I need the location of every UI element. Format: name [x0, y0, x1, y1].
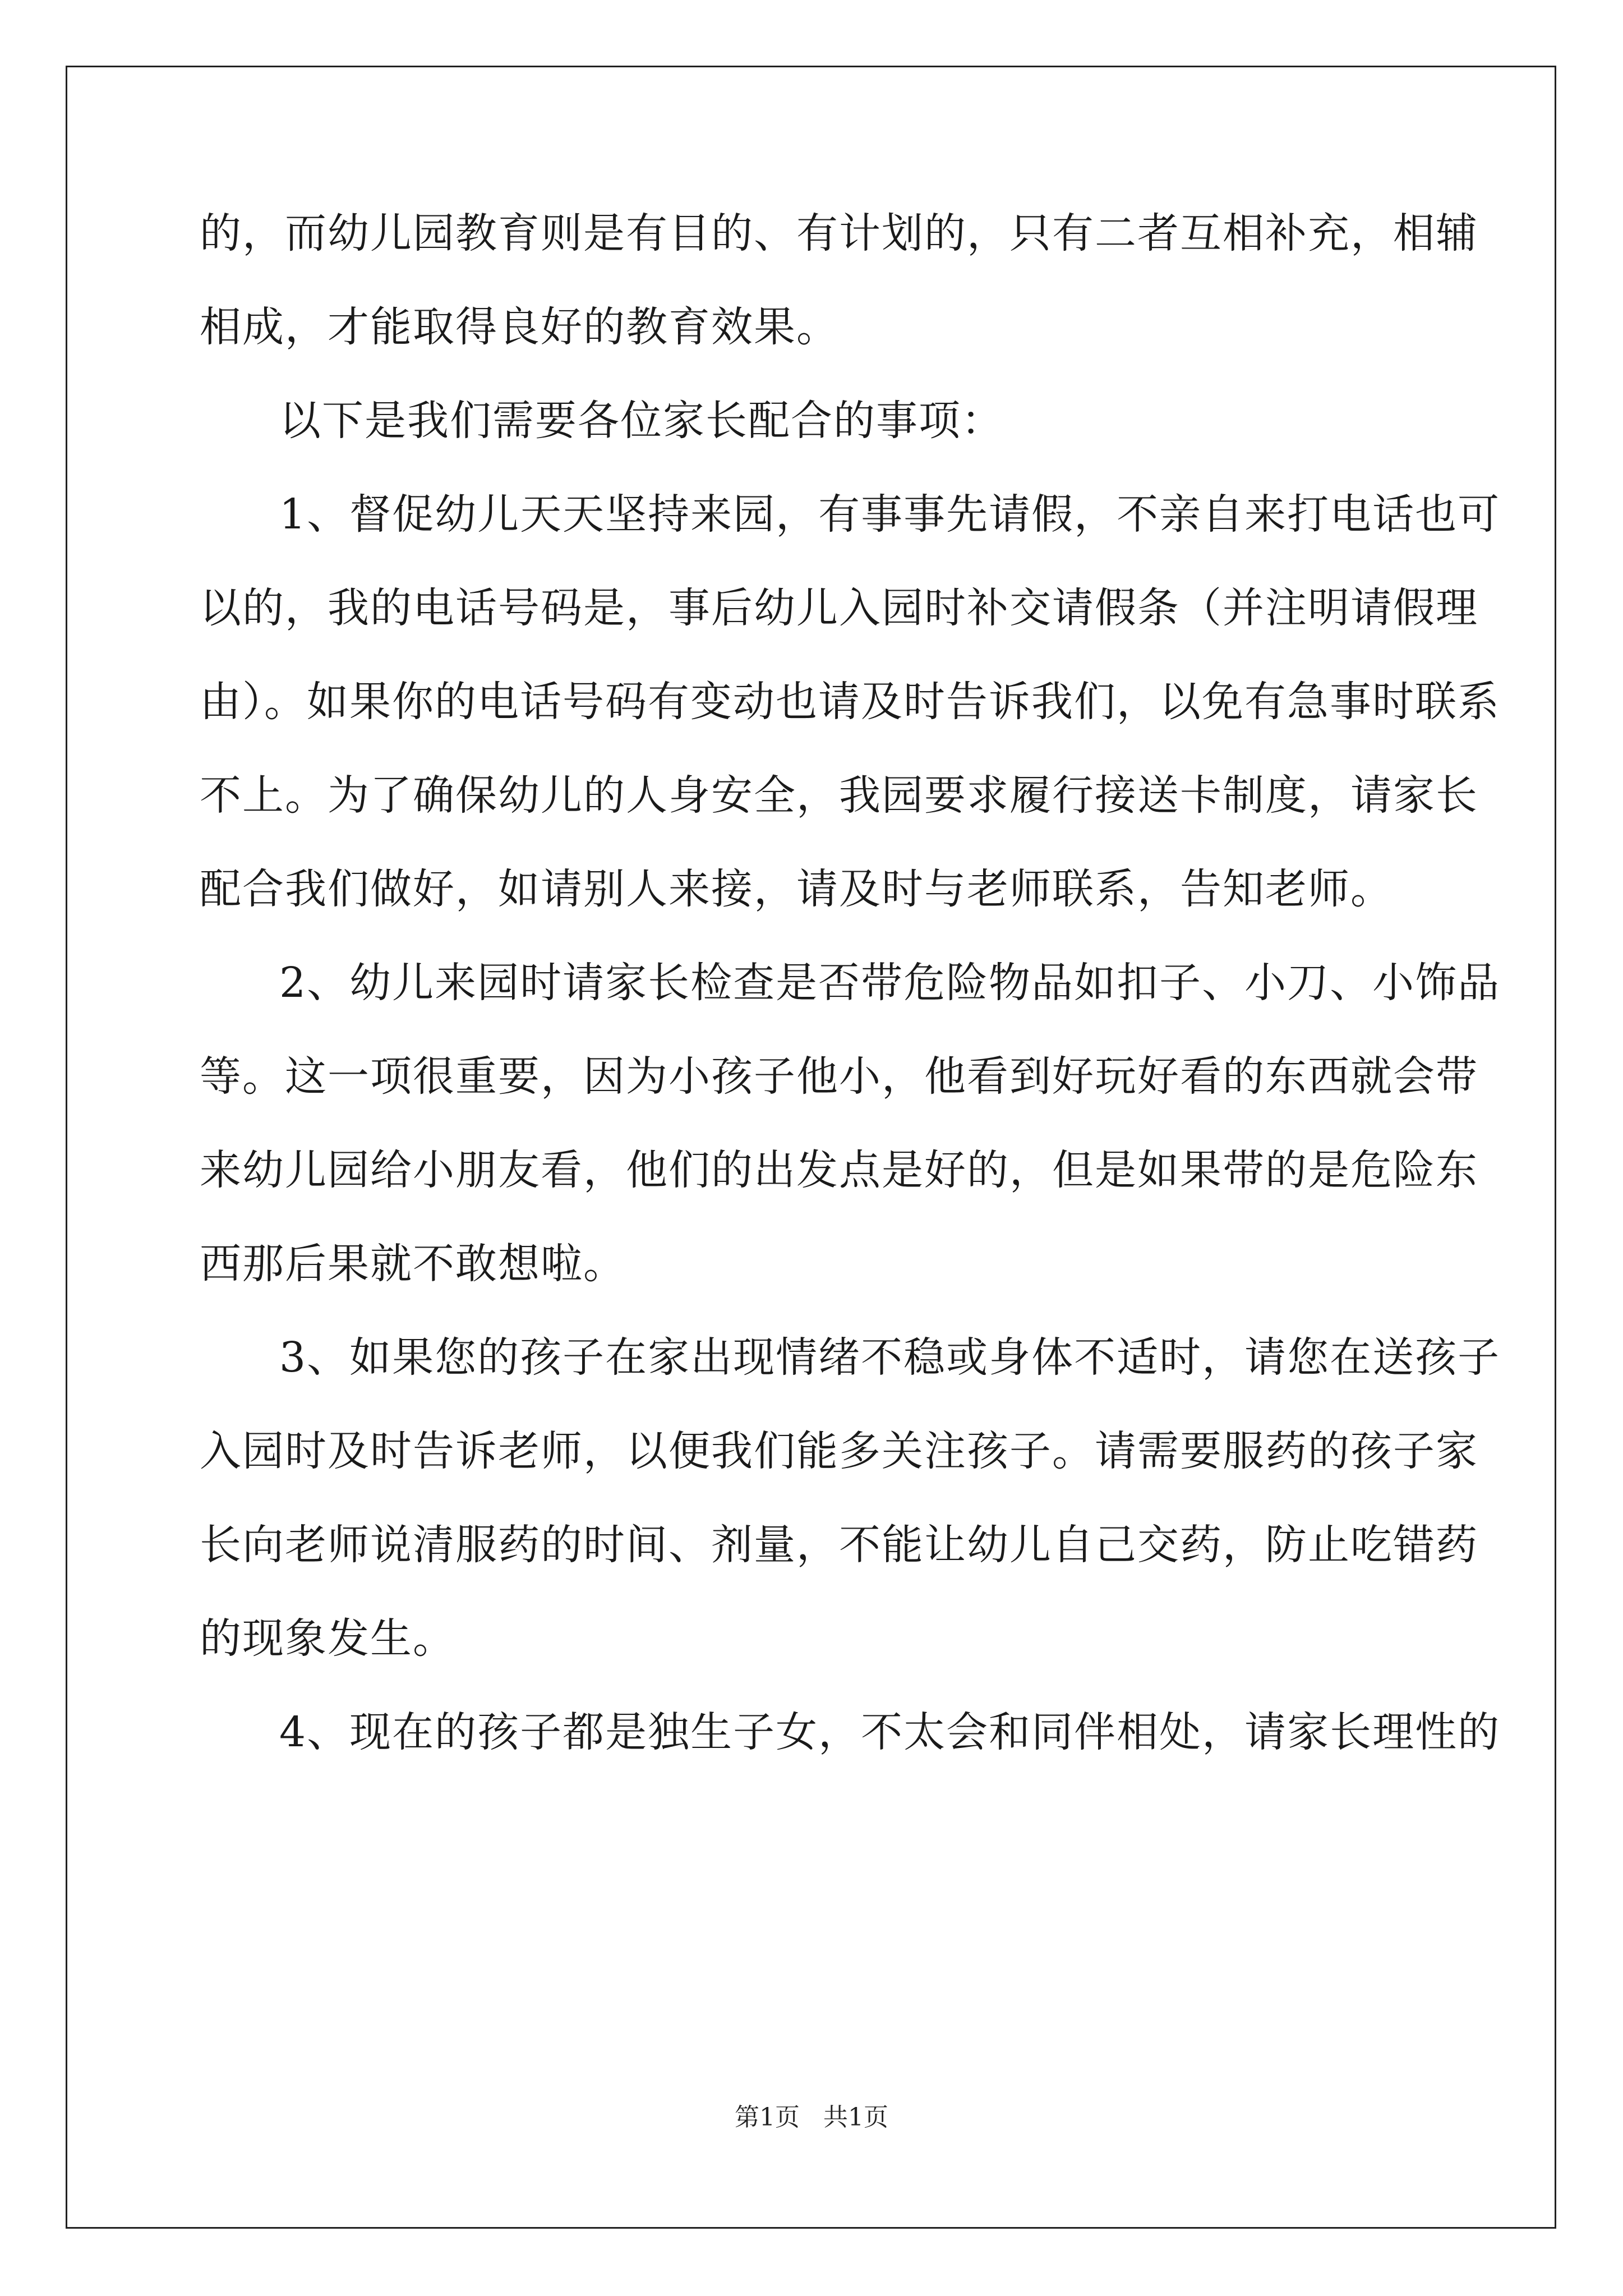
text-line: 4、现在的孩子都是独生子女，不太会和同伴相处，请家长理性的 [279, 1708, 1501, 1756]
text-line: 西那后果就不敢想啦。 [200, 1240, 626, 1288]
text-line: 来幼儿园给小朋友看，他们的出发点是好的，但是如果带的是危险东 [200, 1146, 1478, 1194]
text-line: 以下是我们需要各位家长配合的事项： [279, 397, 1004, 445]
text-line: 入园时及时告诉老师，以便我们能多关注孩子。请需要服药的孩子家 [200, 1427, 1478, 1475]
text-line: 不上。为了确保幼儿的人身安全，我园要求履行接送卡制度，请家长 [200, 771, 1478, 820]
text-line: 相成，才能取得良好的教育效果。 [200, 303, 839, 351]
text-line: 1、督促幼儿天天坚持来园，有事事先请假，不亲自来打电话也可 [279, 490, 1501, 539]
text-line: 的，而幼儿园教育则是有目的、有计划的，只有二者互相补充，相辅 [200, 209, 1478, 257]
text-line: 长向老师说清服药的时间、剂量，不能让幼儿自己交药，防止吃错药 [200, 1521, 1478, 1569]
text-line: 配合我们做好，如请别人来接，请及时与老师联系，告知老师。 [200, 865, 1393, 913]
page-footer: 第1页 共1页 [735, 2103, 888, 2132]
text-line: 3、如果您的孩子在家出现情绪不稳或身体不适时，请您在送孩子 [279, 1333, 1501, 1382]
text-line: 由）。如果你的电话号码有变动也请及时告诉我们，以免有急事时联系 [200, 678, 1500, 726]
text-line: 以的，我的电话号码是，事后幼儿入园时补交请假条（并注明请假理 [200, 584, 1478, 632]
text-line: 2、幼儿来园时请家长检查是否带危险物品如扣子、小刀、小饰品 [279, 959, 1501, 1007]
text-line: 等。这一项很重要，因为小孩子他小，他看到好玩好看的东西就会带 [200, 1052, 1478, 1101]
text-line: 的现象发生。 [200, 1614, 455, 1663]
